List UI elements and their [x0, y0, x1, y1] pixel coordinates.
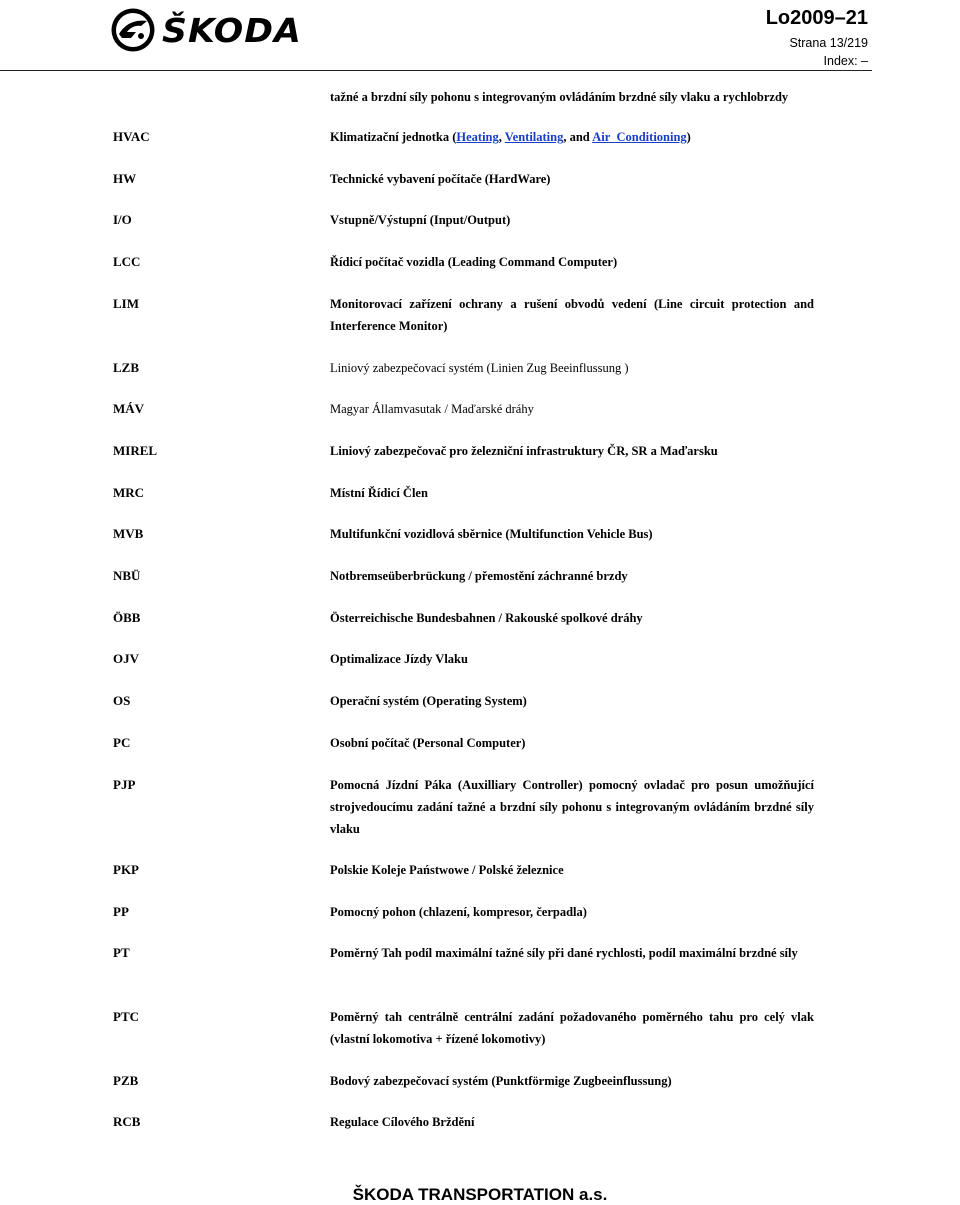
glossary-abbreviation: NBÜ [113, 568, 141, 583]
glossary-description: Technické vybavení počítače (HardWare) [330, 172, 551, 186]
glossary-description: Pomocná Jízdní Páka (Auxilliary Controller) pomocný ovladač pro posun umožňující strojvedoucímu zadání tažné a brzdní síly pohonu s integrovaným ovládáním brzdné síly vlaku [330, 778, 814, 836]
glossary-abbreviation: LZB [113, 360, 140, 375]
glossary-abbreviation: MRC [113, 485, 145, 500]
glossary-abbreviation: LCC [113, 254, 141, 269]
glossary-description: Optimalizace Jízdy Vlaku [330, 652, 468, 666]
glossary-description: Místní Řídicí Člen [330, 486, 428, 500]
document-index: Index: – [823, 54, 868, 68]
glossary-description: Operační systém (Operating System) [330, 694, 527, 708]
hvac-separator: , [498, 130, 505, 144]
skoda-winged-arrow-icon [110, 7, 156, 53]
hvac-separator: , and [563, 130, 593, 144]
glossary-abbreviation: PP [113, 904, 129, 919]
glossary-description: Pomocný pohon (chlazení, kompresor, čerpadla) [330, 905, 587, 919]
glossary-abbreviation: HVAC [113, 129, 150, 144]
continued-description: tažné a brzdní síly pohonu s integrovaným ovládáním brzdné síly vlaku a rychlobrzdy [330, 90, 789, 104]
hvac-suffix: ) [686, 130, 691, 144]
glossary-description: Magyar Államvasutak / Maďarské dráhy [330, 402, 534, 416]
glossary-abbreviation: OJV [113, 651, 139, 666]
glossary-abbreviation: PKP [113, 862, 139, 877]
glossary-description: Regulace Cílového Brždění [330, 1115, 475, 1129]
glossary-abbreviation: PJP [113, 777, 136, 792]
glossary-abbreviation: PC [113, 735, 131, 750]
glossary-abbreviation: ÖBB [113, 610, 141, 625]
glossary-abbreviation: MIREL [113, 443, 158, 458]
glossary-abbreviation: OS [113, 693, 131, 708]
page-number: Strana 13/219 [789, 36, 868, 50]
glossary-description: Řídicí počítač vozidla (Leading Command Computer) [330, 255, 618, 269]
skoda-logo-text: ŠKODA [162, 10, 302, 50]
glossary-description: Bodový zabezpečovací systém (Punktförmige Zugbeeinflussung) [330, 1074, 672, 1088]
glossary-description: Polskie Koleje Państwowe / Polské železnice [330, 863, 564, 877]
skoda-logo [110, 6, 302, 54]
glossary-description: Poměrný Tah podíl maximální tažné síly při dané rychlosti, podíl maximální brzdné síly [330, 946, 798, 960]
glossary-abbreviation: I/O [113, 212, 132, 227]
glossary-abbreviation: MÁV [113, 401, 145, 416]
glossary-description: Österreichische Bundesbahnen / Rakouské spolkové dráhy [330, 611, 643, 625]
glossary-description: Osobní počítač (Personal Computer) [330, 736, 526, 750]
glossary-description: Notbremseübеrbrückung / přemostění záchranné brzdy [330, 569, 628, 583]
link-heating[interactable]: Heating [456, 130, 499, 144]
link-ventilating[interactable]: Ventilating [504, 130, 564, 144]
glossary-description: Vstupně/Výstupní (Input/Output) [330, 213, 511, 227]
glossary-abbreviation: PT [113, 945, 130, 960]
glossary-description: Multifunkční vozidlová sběrnice (Multifunction Vehicle Bus) [330, 527, 653, 541]
glossary-abbreviation: HW [113, 171, 137, 186]
link-air-conditioning[interactable]: Air_Conditioning [592, 130, 687, 144]
document-id: Lo2009–21 [765, 7, 868, 29]
glossary-abbreviation: LIM [113, 296, 139, 311]
header-divider [0, 70, 872, 71]
glossary-description: Monitorovací zařízení ochrany a rušení obvodů vedení (Line circuit protection and Interference Monitor) [330, 297, 814, 333]
glossary-abbreviation: PTC [113, 1009, 139, 1024]
glossary-abbreviation: RCB [113, 1114, 141, 1129]
document-header-info [766, 7, 868, 70]
glossary-abbreviation: MVB [113, 526, 144, 541]
glossary-description: Poměrný tah centrálně centrální zadání požadovaného poměrného tahu pro celý vlak (vlastní lokomotiva + řízené lokomotivy) [330, 1010, 814, 1046]
glossary-description: Liniový zabezpečovač pro železniční infrastruktury ČR, SR a Maďarsku [330, 444, 718, 458]
hvac-prefix: Klimatizační jednotka ( [330, 130, 457, 144]
glossary-description [330, 126, 814, 148]
page-footer: ŠKODA TRANSPORTATION a.s. [352, 1185, 608, 1204]
glossary-description: Liniový zabezpečovací systém (Linien Zug Beeinflussung ) [330, 361, 629, 375]
glossary-abbreviation: PZB [113, 1073, 139, 1088]
